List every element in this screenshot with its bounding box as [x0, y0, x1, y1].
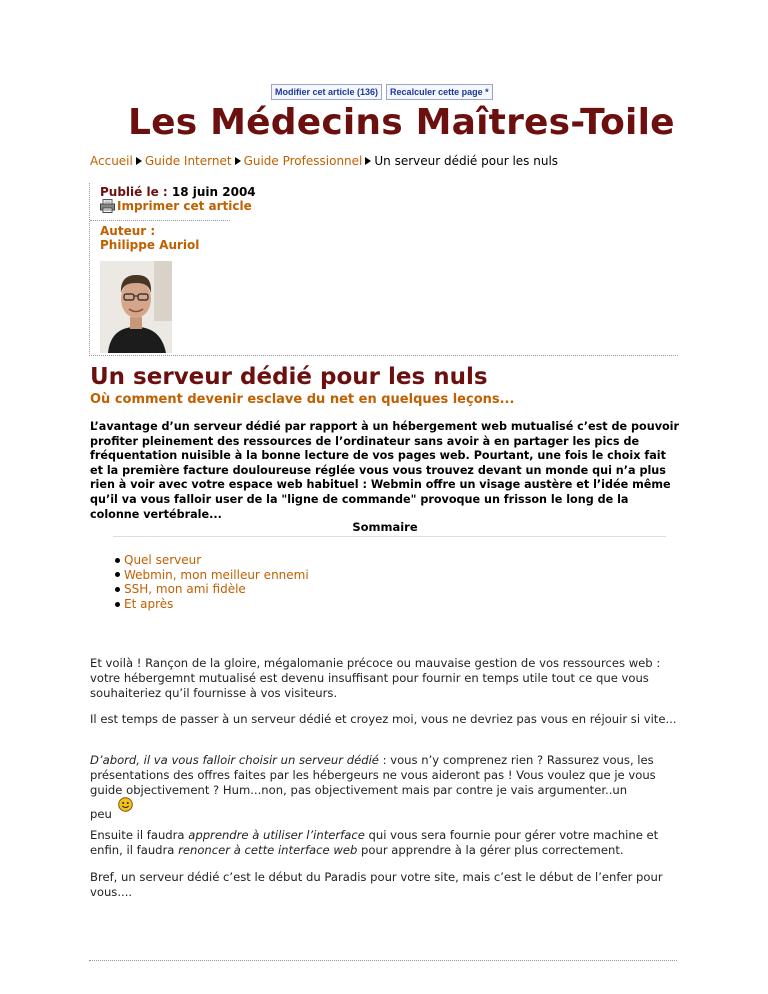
print-article-label: Imprimer cet article — [117, 199, 252, 213]
print-article-link[interactable] — [100, 199, 252, 213]
toc-list — [115, 553, 309, 611]
bullet-icon — [115, 572, 120, 577]
author-name[interactable]: Philippe Auriol — [100, 238, 200, 252]
published-date: 18 juin 2004 — [171, 185, 256, 199]
toc-item — [115, 568, 309, 583]
edit-article-button[interactable]: Modifier cet article (136) — [271, 84, 382, 100]
paragraph-3 — [90, 753, 680, 822]
paragraph-4 — [90, 828, 680, 858]
paragraph-2: Il est temps de passer à un serveur dédié et croyez moi, vous ne devriez pas vous en réjouir si vite... — [90, 712, 677, 726]
paragraph-4-text-b: qui vous sera fournie pour gérer votre machine et enfin, il faudra — [90, 828, 659, 857]
toc-link-webmin[interactable]: Webmin, mon meilleur ennemi — [124, 567, 309, 582]
breadcrumb-arrow-icon — [365, 157, 371, 165]
toc-item — [115, 553, 309, 568]
recalculate-page-button[interactable]: Recalculer cette page * — [386, 84, 493, 100]
printer-icon — [100, 199, 115, 213]
paragraph-4-text-a: Ensuite il faudra — [90, 828, 189, 842]
bullet-icon — [115, 602, 120, 607]
toc-title: Sommaire — [352, 520, 418, 534]
author-block — [100, 224, 199, 252]
admin-bar — [271, 84, 493, 100]
toc-item — [115, 597, 309, 612]
toc-link-et-apres[interactable]: Et après — [124, 596, 174, 611]
article-title: Un serveur dédié pour les nuls — [90, 364, 488, 390]
breadcrumb-arrow-icon — [136, 157, 142, 165]
meta-separator — [90, 220, 230, 221]
toc-link-ssh[interactable]: SSH, mon ami fidèle — [124, 582, 246, 597]
article-meta-box — [89, 183, 678, 356]
article-subtitle: Où comment devenir esclave du net en quelques leçons... — [90, 392, 515, 407]
breadcrumb-arrow-icon — [235, 157, 241, 165]
content-bottom-separator — [89, 960, 677, 961]
paragraph-5: Bref, un serveur dédié c’est le début du Paradis pour votre site, mais c’est le début de l’enfer pour vous.... — [90, 870, 663, 899]
smiley-icon — [118, 797, 133, 812]
breadcrumb-link-guide-professionnel[interactable]: Guide Professionnel — [243, 154, 363, 168]
publication-line — [100, 185, 256, 199]
paragraph-3-end: peu — [90, 807, 112, 822]
toc-item — [115, 582, 309, 597]
author-label: Auteur : — [100, 224, 156, 238]
breadcrumb-current: Un serveur dédié pour les nuls — [374, 154, 559, 168]
paragraph-4-emphasis-1: apprendre à utiliser l’interface — [188, 828, 365, 842]
toc-separator — [113, 536, 666, 537]
author-photo — [100, 261, 172, 353]
article-lead: L’avantage d’un serveur dédié par rapport à un hébergement web mutualisé c’est de pouvoir profiter pleinement des ressources de l’ordinateur sans avoir à en partager les pics de fréquentation nuisible à la bonne lecture de vos pages web. Pourtant, une fois le choix fait et la première facture douloureuse réglée vous vous trouvez devant un monde qui n’a plus rien à voir avec votre espace web habituel : Webmin offre un visage austère et l’idée même qu’il va vous falloir user de la "ligne de commande" provoque un frisson le long de la colonne vertébrale... — [90, 420, 680, 521]
bullet-icon — [115, 558, 120, 563]
breadcrumb — [90, 154, 558, 168]
paragraph-4-emphasis-2: renoncer à cette interface web — [178, 842, 358, 857]
toc-link-quel-serveur[interactable]: Quel serveur — [124, 553, 202, 567]
site-title: Les Médecins Maîtres-Toile — [128, 102, 675, 143]
paragraph-1: Et voilà ! Rançon de la gloire, mégalomanie précoce ou mauvaise gestion de vos ressources web : votre hébergemnt mutualisé est devenu insuffisant pour fournir en temps utile tout ce que vous souhaiteriez qu’il fournisse à vos visiteurs. — [90, 656, 661, 700]
paragraph-3-emphasis: D’abord, il va vous falloir choisir un serveur dédié — [90, 753, 379, 767]
paragraph-4-text-c: pour apprendre à la gérer plus correctement. — [357, 842, 624, 857]
breadcrumb-link-home[interactable]: Accueil — [90, 154, 133, 168]
bullet-icon — [115, 587, 120, 592]
published-label: Publié le : — [100, 185, 168, 199]
breadcrumb-link-guide-internet[interactable]: Guide Internet — [144, 154, 232, 168]
paragraph-3-text: : vous n’y comprenez rien ? Rassurez vous, les présentations des offres faites par les hébergeurs ne vous aideront pas ! Vous voulez que je vous guide objectivement ? Hum...non, pas objectivement mais par contre je vais argumenter..un — [90, 753, 656, 797]
